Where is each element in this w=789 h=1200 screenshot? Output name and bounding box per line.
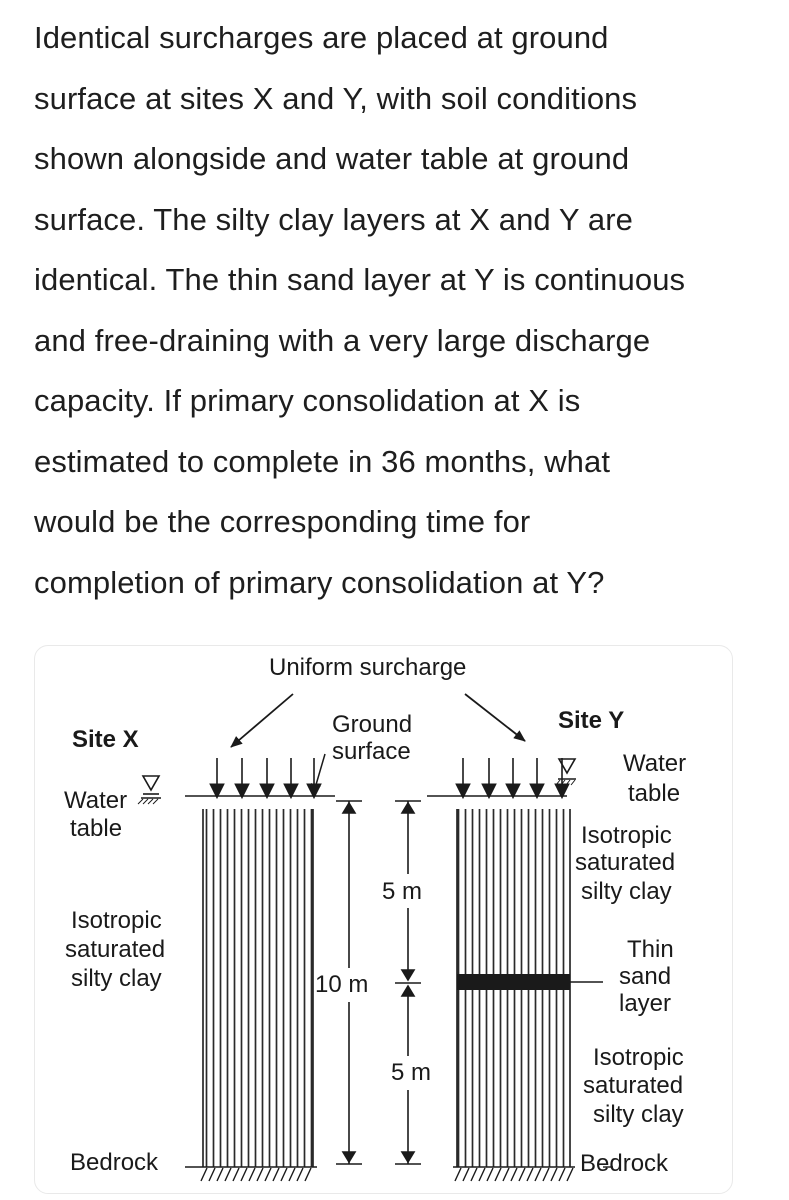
soil-profile-figure	[34, 645, 733, 1194]
question-line: surface at sites X and Y, with soil conditions	[34, 80, 638, 116]
question-line: Identical surcharges are placed at ground	[34, 20, 609, 55]
question-line: identical. The thin sand layer at Y is continuous	[34, 262, 686, 297]
site-y-title: Site Y	[558, 707, 625, 734]
surcharge-leader-arrow-x	[231, 694, 293, 747]
site-y-lower-soil-label: silty clay	[593, 1101, 684, 1128]
site-y-lower-soil-label: Isotropic	[593, 1044, 684, 1071]
site-x-title: Site X	[72, 726, 139, 753]
site-y-water-table-label: Water	[623, 750, 687, 777]
site-y-water-table-label: table	[628, 780, 681, 807]
sand-layer-label: Thin	[627, 936, 674, 963]
site-x-soil-column	[203, 809, 313, 1167]
thin-sand-layer	[457, 974, 570, 990]
water-table-symbol-x	[138, 776, 161, 804]
question-line: capacity. If primary consolidation at X is	[34, 383, 581, 418]
water-table-symbol-y	[556, 759, 576, 785]
site-x-soil-label: saturated	[65, 936, 166, 963]
ground-surface-label: Ground	[332, 711, 413, 738]
site-y-bedrock-label: Bedrock	[580, 1150, 669, 1177]
question-text	[34, 8, 774, 613]
surcharge-arrows-x	[210, 758, 321, 798]
sand-layer-label: sand	[619, 963, 672, 990]
site-x-water-table-label: Water	[64, 787, 128, 814]
site-y-upper-soil-label: silty clay	[581, 878, 672, 905]
bedrock-site-x	[185, 1167, 317, 1181]
surcharge-leader-arrow-y	[465, 694, 525, 741]
question-line: and free-draining with a very large discharge	[34, 322, 651, 358]
site-x-soil-label: Isotropic	[71, 907, 162, 934]
surcharge-arrows-y	[456, 758, 569, 798]
bedrock-site-y	[453, 1167, 575, 1181]
site-y-upper-soil-label: Isotropic	[581, 822, 672, 849]
site-y-lower-soil-label: saturated	[583, 1072, 684, 1099]
question-line: completion of primary consolidation at Y?	[34, 564, 605, 600]
dimension-5m-lower-label: 5 m	[391, 1059, 432, 1086]
question-line: shown alongside and water table at ground	[34, 141, 630, 176]
dimension-10m-label: 10 m	[315, 971, 369, 998]
site-x-bedrock-label: Bedrock	[70, 1149, 159, 1176]
site-y-upper-soil-label: saturated	[575, 849, 676, 876]
question-line: would be the corresponding time for	[34, 504, 531, 539]
ground-surface-label: surface	[332, 738, 411, 765]
surcharge-label: Uniform surcharge	[269, 654, 467, 681]
site-x-water-table-label: table	[70, 815, 123, 842]
question-line: surface. The silty clay layers at X and Y are	[34, 201, 633, 237]
question-line: estimated to complete in 36 months, what	[34, 443, 611, 479]
dimension-5m-upper-label: 5 m	[382, 878, 423, 905]
site-x-soil-label: silty clay	[71, 965, 162, 992]
sand-layer-label: layer	[619, 990, 672, 1017]
